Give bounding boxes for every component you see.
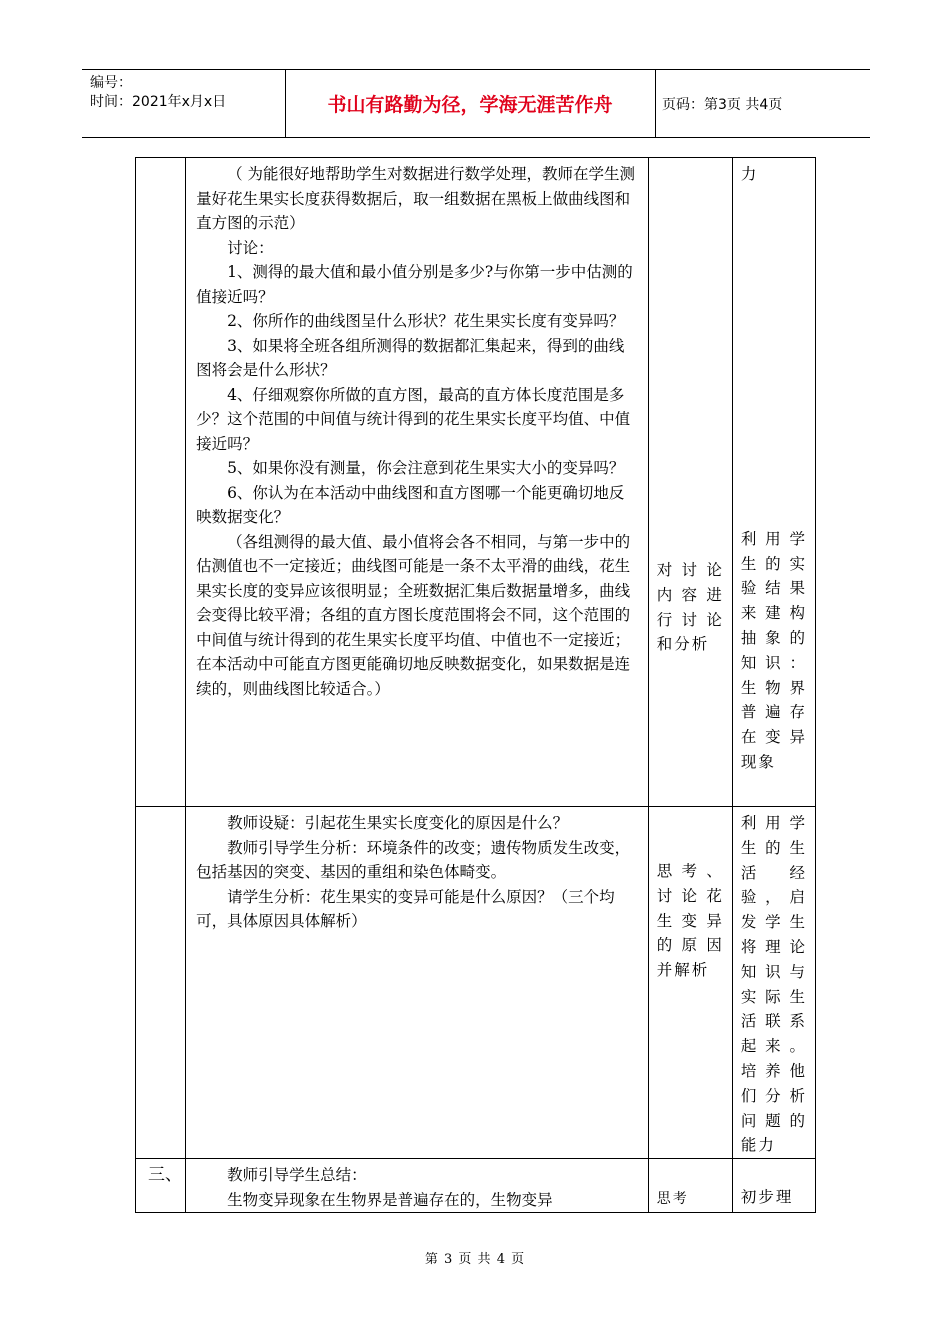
teaching-content	[186, 1159, 648, 1212]
header-motto: 书山有路勤为径，学海无涯苦作舟	[327, 94, 613, 116]
paragraph: （ 为能很好地帮助学生对数据进行数学处理，教师在学生测量好花生果实长度获得数据后，取一组数据在黑板上做曲线图和直方图的示范）	[196, 165, 635, 232]
paragraph: 教师引导学生分析：环境条件的改变；遗传物质发生改变，包括基因的突变、基因的重组和染色体畸变。	[196, 838, 631, 881]
table-row	[136, 158, 816, 807]
teaching-content-cell	[186, 1159, 649, 1213]
paragraph: 5、如果你没有测量，你会注意到花生果实大小的变异吗？	[227, 459, 625, 477]
student-activity-cell	[648, 807, 732, 1159]
paragraph: 4、仔细观察你所做的直方图，最高的直方体长度范围是多少？这个范围的中间值与统计得到的花生果实长度平均值、中值接近吗？	[196, 385, 631, 453]
paragraph: 教师设疑：引起花生果实长度变化的原因是什么？	[227, 814, 569, 832]
page-header	[82, 69, 870, 138]
teaching-content	[186, 158, 648, 701]
design-intent: 利用学生的生活经验，启发学生将理论知识与实际生活联系起来。培养他们分析问题的能力	[740, 814, 807, 1155]
student-activity-cell	[648, 1159, 732, 1213]
section-cell	[136, 807, 186, 1159]
design-intent-top: 力	[740, 165, 759, 183]
design-intent-cell	[732, 158, 815, 807]
teaching-content-cell	[186, 158, 649, 807]
student-activity: 对讨论内容进行讨论和分析	[656, 561, 724, 654]
section-number: 三、	[148, 1165, 182, 1186]
student-activity: 思考、讨论花生变异的原因并解析	[656, 862, 724, 980]
paragraph: 3、如果将全班各组所测得的数据都汇集起来，得到的曲线图将会是什么形状？	[196, 336, 625, 379]
teaching-content-cell	[186, 807, 649, 1159]
table-row	[136, 807, 816, 1159]
paragraph: 6、你认为在本活动中曲线图和直方图哪一个能更确切地反映数据变化？	[196, 483, 625, 526]
paragraph: 生物变异现象在生物界是普遍存在的，生物变异	[227, 1190, 553, 1209]
paragraph: 1、测得的最大值和最小值分别是多少?与你第一步中估测的值接近吗？	[196, 263, 633, 306]
design-intent-cell	[732, 807, 815, 1159]
table-row	[136, 1159, 816, 1213]
section-cell	[136, 158, 186, 807]
lesson-table	[135, 157, 816, 1213]
page-footer: 第 3 页 共 4 页	[424, 1252, 526, 1267]
student-activity: 思考	[656, 1191, 689, 1208]
paragraph: 教师引导学生总结：	[227, 1166, 367, 1185]
paragraph: 2、你所作的曲线图呈什么形状？花生果实长度有变异吗？	[227, 312, 625, 330]
paragraph: （各组测得的最大值、最小值将会各不相同，与第一步中的估测值也不一定接近；曲线图可能是一条不太平滑的曲线，花生果实长度的变异应该很明显；全班数据汇集后数据量增多，曲线会变得比较平滑；各组的直方图长度范围将会不同，这个范围的中间值与统计得到的花生果实长度平均值、中值也不一定接近；在本活动中可能直方图更能确切地反映数据变化，如果数据是连续的，则曲线图比较适合。）	[196, 532, 631, 698]
code-label: 编号：	[90, 75, 132, 91]
student-activity-cell	[648, 158, 732, 807]
header-left	[90, 74, 226, 112]
paragraph: 讨论：	[227, 238, 274, 257]
time-label: 时间：2021年x月x日	[90, 94, 227, 110]
paragraph: 请学生分析：花生果实的变异可能是什么原因？（三个均可，具体原因具体解析）	[196, 887, 615, 930]
design-intent: 利用学生的实验结果来建构抽象的知识：生物界普遍存在变异现象	[740, 529, 807, 771]
header-divider-2	[655, 70, 656, 137]
section-cell	[136, 1159, 186, 1213]
teaching-content	[186, 807, 648, 934]
design-intent: 初步理	[740, 1188, 794, 1207]
design-intent-cell	[732, 1159, 815, 1213]
header-page-info: 页码：第3页 共4页	[662, 96, 783, 113]
